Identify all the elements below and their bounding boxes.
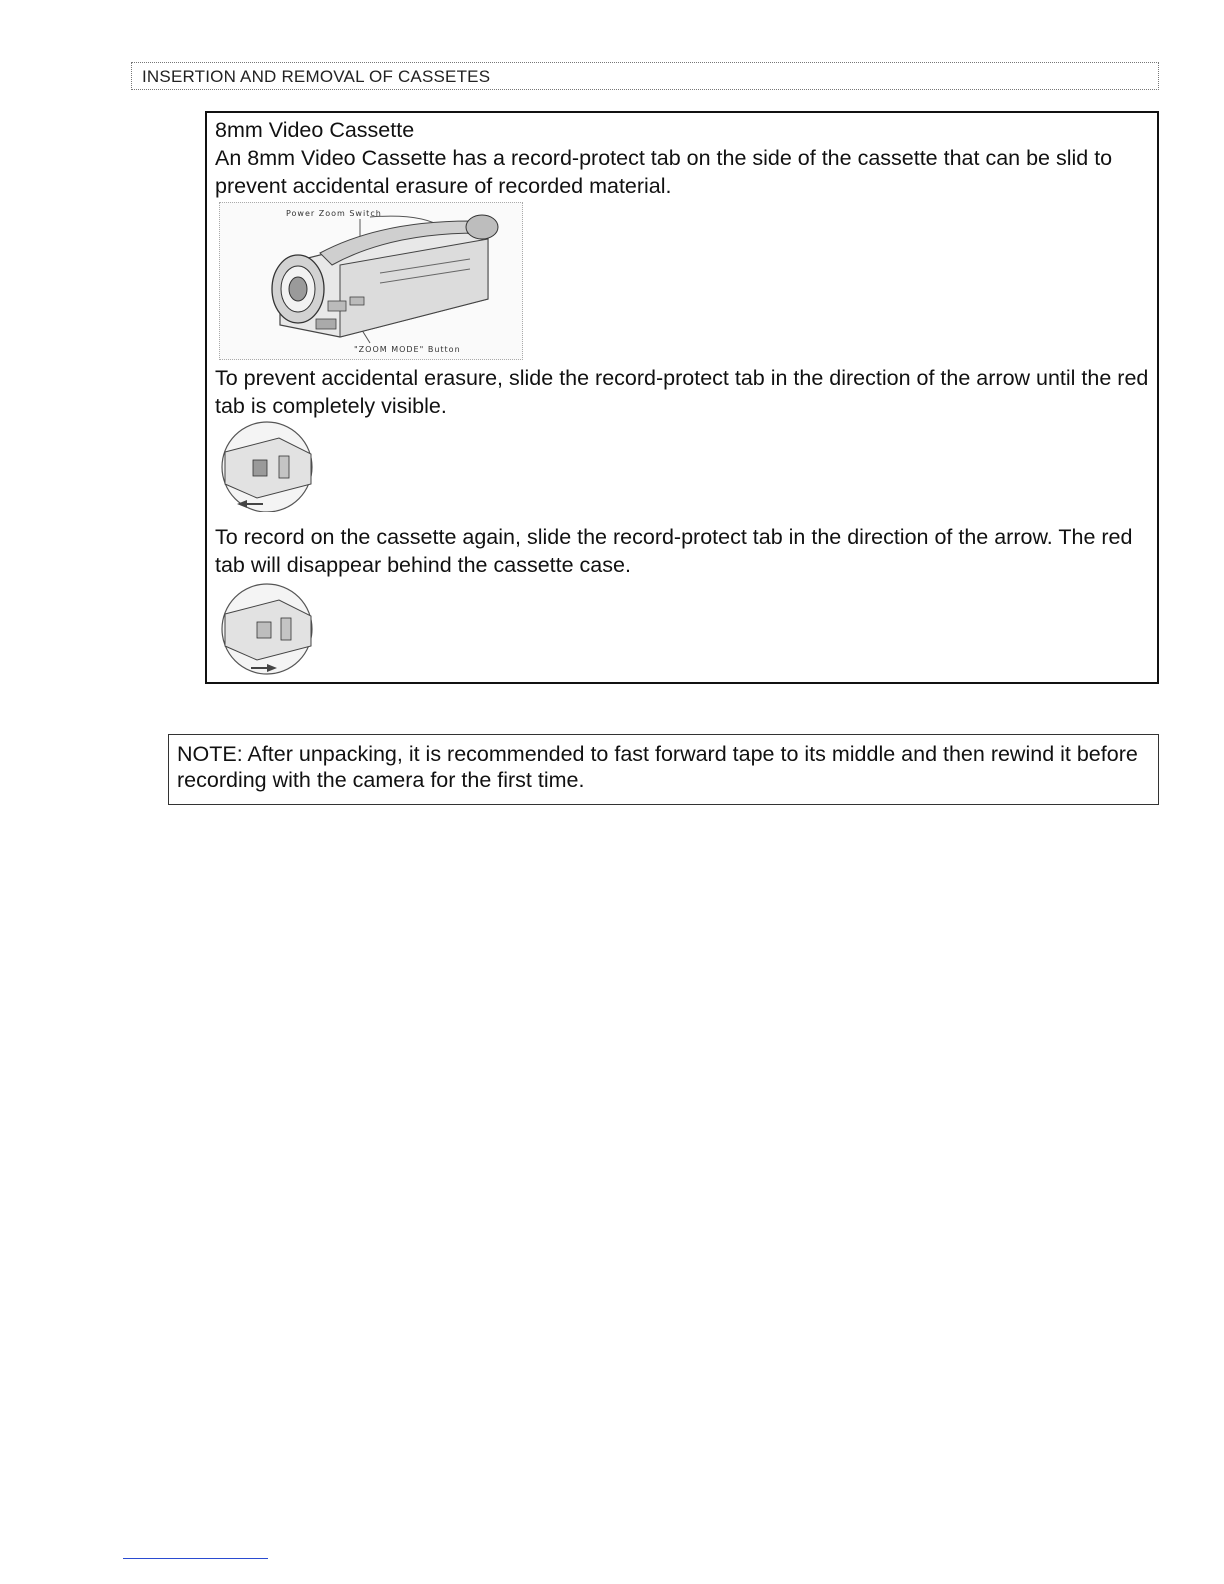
note-text: NOTE: After unpacking, it is recommended to fast forward tape to its middle and then rewind it before recording with the camera for the first time. — [177, 742, 1138, 792]
power-zoom-switch-label: Power Zoom Switch — [286, 209, 382, 218]
cassette-info-box — [205, 111, 1159, 684]
camcorder-illustration — [220, 203, 524, 361]
zoom-mode-button-label: "ZOOM MODE" Button — [354, 345, 461, 354]
note-box — [168, 734, 1159, 805]
record-protect-tab-hidden-figure — [215, 580, 319, 676]
camcorder-figure — [219, 202, 523, 360]
section-title: INSERTION AND REMOVAL OF CASSETES — [142, 67, 491, 86]
section-header — [131, 62, 1159, 90]
box-title: 8mm Video Cassette — [215, 118, 415, 142]
intro-paragraph: An 8mm Video Cassette has a record-protect tab on the side of the cassette that can be slid to prevent accidental erasure of recorded material. — [215, 146, 1113, 198]
record-again-paragraph: To record on the cassette again, slide the record-protect tab in the direction of the arrow. The red tab will disappear behind the cassette case. — [215, 525, 1133, 577]
protect-paragraph: To prevent accidental erasure, slide the record-protect tab in the direction of the arrow until the red tab is completely visible. — [215, 366, 1149, 418]
footer-rule — [123, 1558, 268, 1559]
record-protect-tab-visible-figure — [215, 420, 319, 512]
